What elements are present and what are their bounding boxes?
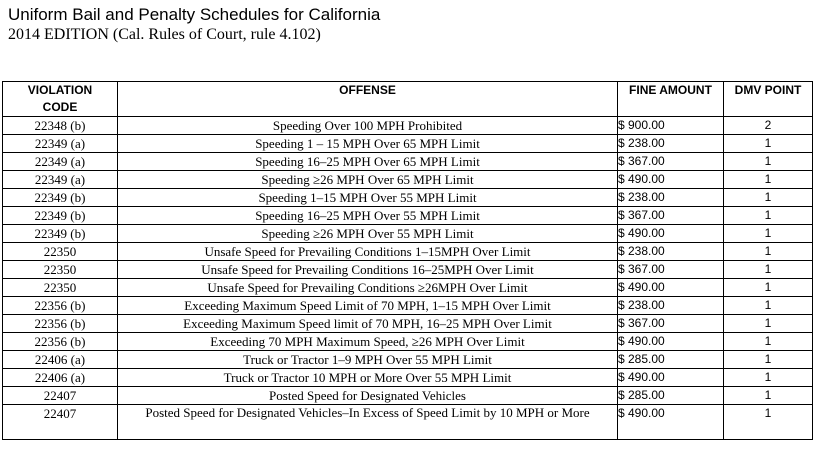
violation-code-cell: 22407 [3,405,118,440]
table-row [3,189,813,207]
fine-amount-cell: $ 490.00 [618,279,724,297]
fine-amount-cell: $ 238.00 [618,243,724,261]
dmv-point-cell: 1 [724,405,813,440]
violation-code-cell: 22356 (b) [3,333,118,351]
table-row [3,261,813,279]
page-subtitle: 2014 EDITION (Cal. Rules of Court, rule 4.102) [8,26,321,43]
dmv-point-cell: 1 [724,279,813,297]
column-header-fine-amount: FINE AMOUNT [618,82,724,117]
page-title: Uniform Bail and Penalty Schedules for California [8,5,381,24]
table-row [3,243,813,261]
offense-cell: Unsafe Speed for Prevailing Conditions 1–15MPH Over Limit [118,243,618,261]
dmv-point-cell: 1 [724,351,813,369]
table-header-row [3,82,813,117]
dmv-point-cell: 1 [724,297,813,315]
fine-amount-cell: $ 285.00 [618,351,724,369]
table-row [3,153,813,171]
dmv-point-cell: 1 [724,243,813,261]
offense-cell: Speeding 16–25 MPH Over 55 MPH Limit [118,207,618,225]
table-row [3,225,813,243]
fine-amount-cell: $ 900.00 [618,117,724,135]
fine-amount-cell: $ 367.00 [618,315,724,333]
dmv-point-cell: 1 [724,207,813,225]
table-row [3,207,813,225]
table-row [3,117,813,135]
violation-code-cell: 22350 [3,243,118,261]
offense-cell: Unsafe Speed for Prevailing Conditions ≥26MPH Over Limit [118,279,618,297]
dmv-point-cell: 1 [724,153,813,171]
column-header-offense: OFFENSE [118,82,618,117]
fine-amount-cell: $ 490.00 [618,225,724,243]
fine-amount-cell: $ 367.00 [618,207,724,225]
offense-cell: Exceeding 70 MPH Maximum Speed, ≥26 MPH Over Limit [118,333,618,351]
dmv-point-cell: 1 [724,261,813,279]
table-row [3,333,813,351]
violation-code-cell: 22350 [3,261,118,279]
table-row [3,135,813,153]
dmv-point-cell: 1 [724,369,813,387]
table-row [3,171,813,189]
offense-cell: Speeding ≥26 MPH Over 55 MPH Limit [118,225,618,243]
dmv-point-cell: 1 [724,333,813,351]
dmv-point-cell: 1 [724,135,813,153]
table-row [3,369,813,387]
offense-cell: Speeding 1–15 MPH Over 55 MPH Limit [118,189,618,207]
offense-cell: Speeding 16–25 MPH Over 65 MPH Limit [118,153,618,171]
fine-amount-cell: $ 367.00 [618,153,724,171]
bail-schedule-table [2,81,813,440]
table-row [3,315,813,333]
offense-cell: Unsafe Speed for Prevailing Conditions 16–25MPH Over Limit [118,261,618,279]
violation-code-cell: 22407 [3,387,118,405]
column-header-violation-code: VIOLATION CODE [3,82,118,117]
offense-cell: Speeding ≥26 MPH Over 65 MPH Limit [118,171,618,189]
fine-amount-cell: $ 490.00 [618,171,724,189]
dmv-point-cell: 1 [724,189,813,207]
table-row [3,279,813,297]
table-row [3,405,813,440]
offense-cell: Posted Speed for Designated Vehicles–In Excess of Speed Limit by 10 MPH or More [118,405,618,440]
offense-cell: Speeding 1 – 15 MPH Over 65 MPH Limit [118,135,618,153]
table-row [3,351,813,369]
offense-cell: Truck or Tractor 1–9 MPH Over 55 MPH Limit [118,351,618,369]
offense-cell: Truck or Tractor 10 MPH or More Over 55 MPH Limit [118,369,618,387]
fine-amount-cell: $ 490.00 [618,369,724,387]
violation-code-cell: 22349 (b) [3,225,118,243]
fine-amount-cell: $ 238.00 [618,189,724,207]
offense-cell: Exceeding Maximum Speed Limit of 70 MPH, 1–15 MPH Over Limit [118,297,618,315]
violation-code-cell: 22349 (a) [3,135,118,153]
fine-amount-cell: $ 367.00 [618,261,724,279]
dmv-point-cell: 2 [724,117,813,135]
violation-code-cell: 22349 (b) [3,207,118,225]
violation-code-cell: 22350 [3,279,118,297]
fine-amount-cell: $ 238.00 [618,297,724,315]
fine-amount-cell: $ 490.00 [618,333,724,351]
violation-code-cell: 22349 (a) [3,153,118,171]
violation-code-cell: 22406 (a) [3,369,118,387]
violation-code-cell: 22356 (b) [3,297,118,315]
fine-amount-cell: $ 285.00 [618,387,724,405]
violation-code-cell: 22406 (a) [3,351,118,369]
table-row [3,297,813,315]
column-header-dmv-point: DMV POINT [724,82,813,117]
dmv-point-cell: 1 [724,171,813,189]
dmv-point-cell: 1 [724,225,813,243]
offense-cell: Posted Speed for Designated Vehicles [118,387,618,405]
dmv-point-cell: 1 [724,387,813,405]
dmv-point-cell: 1 [724,315,813,333]
offense-cell: Speeding Over 100 MPH Prohibited [118,117,618,135]
offense-cell: Exceeding Maximum Speed limit of 70 MPH, 16–25 MPH Over Limit [118,315,618,333]
fine-amount-cell: $ 490.00 [618,405,724,440]
violation-code-cell: 22349 (b) [3,189,118,207]
violation-code-cell: 22349 (a) [3,171,118,189]
table-row [3,387,813,405]
violation-code-cell: 22348 (b) [3,117,118,135]
violation-code-cell: 22356 (b) [3,315,118,333]
fine-amount-cell: $ 238.00 [618,135,724,153]
